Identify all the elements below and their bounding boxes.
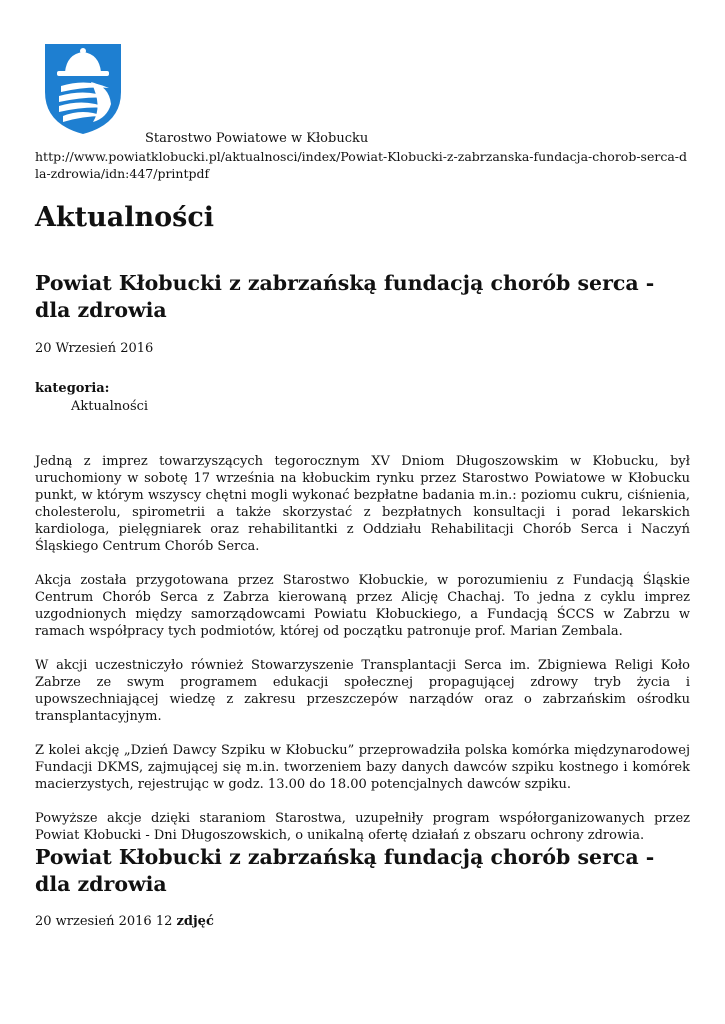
page-header — [35, 0, 690, 182]
gallery-date: 20 wrzesień 2016 — [35, 914, 152, 929]
print-page — [35, 0, 690, 929]
article-paragraph: W akcji uczestniczyło również Stowarzyszenie Transplantacji Serca im. Zbigniewa Religi Koło Zabrze ze swym programem edukacji społecznej propagującej zdrowy tryb życia i upowszechniającej wiedzę z zakresu przeszczepów narządów oraz o zabrzańskim ośrodku transplantacyjnym. — [35, 658, 690, 724]
article-date: 20 Wrzesień 2016 — [35, 341, 154, 356]
article-title: Powiat Kłobucki z zabrzańską fundacją chorób serca - dla zdrowia — [35, 271, 655, 322]
section-title: Aktualności — [35, 202, 215, 233]
gallery-title: Powiat Kłobucki z zabrzańską fundacją chorób serca - dla zdrowia — [35, 845, 655, 896]
site-name: Starostwo Powiatowe w Kłobucku — [145, 131, 369, 146]
print-url[interactable]: http://www.powiatklobucki.pl/aktualnosci/index/Powiat-Klobucki-z-zabrzanska-fundacja-chorob-serca-dla-zdrowia/idn:447/printpdf — [35, 149, 688, 181]
article-body — [35, 453, 690, 861]
article-paragraph: Akcja została przygotowana przez Starostwo Kłobuckie, w porozumieniu z Fundacją Śląskie Centrum Chorób Serca z Zabrza kierowaną przez Alicję Chachaj. To jedna z cyklu imprez uzgodnionych między samorządowcami Powiatu Kłobuckiego, a Fundacją ŚCCS w Zabrzu w ramach współpracy tych podmiotów, której od początku patronuje prof. Marian Zembala. — [35, 573, 690, 639]
article-paragraph: Powyższe akcje dzięki staraniom Starostwa, uzupełniły program współorganizowanych przez Powiat Kłobucki - Dni Długoszowskich, o unikalną ofertę działań z obszaru ochrony zdrowia. — [35, 811, 690, 843]
gallery-count-label: zdjęć — [176, 914, 214, 929]
gallery-count: 12 — [155, 914, 173, 929]
gallery-meta — [35, 913, 214, 930]
category-label: kategoria: — [35, 381, 110, 396]
article-paragraph: Jedną z imprez towarzyszących tegorocznym XV Dniom Długoszowskim w Kłobucku, był uruchomiony w sobotę 17 września na kłobuckim rynku przez Starostwo Powiatowe w Kłobucku punkt, w którym wszyscy chętni mogli wykonać bezpłatne badania m.in.: poziomu cukru, ciśnienia, cholesterolu, spirometrii a także skorzystać z bezpłatnych konsultacji i porad lekarskich kardiologa, pielęgniarek oraz rehabilitantki z Oddziału Rehabilitacji Chorób Serca i Naczyń Śląskiego Centrum Chorób Serca. — [35, 454, 690, 554]
article-paragraph: Z kolei akcję „Dzień Dawcy Szpiku w Kłobucku” przeprowadziła polska komórka międzynarodowej Fundacji DKMS, zajmującej się m.in. tworzeniem bazy danych dawców szpiku kostnego i komórek macierzystych, rejestrując w godz. 13.00 do 18.00 potencjalnych dawców szpiku. — [35, 743, 690, 792]
coat-of-arms-icon — [43, 42, 123, 136]
category-value: Aktualności — [71, 399, 149, 414]
